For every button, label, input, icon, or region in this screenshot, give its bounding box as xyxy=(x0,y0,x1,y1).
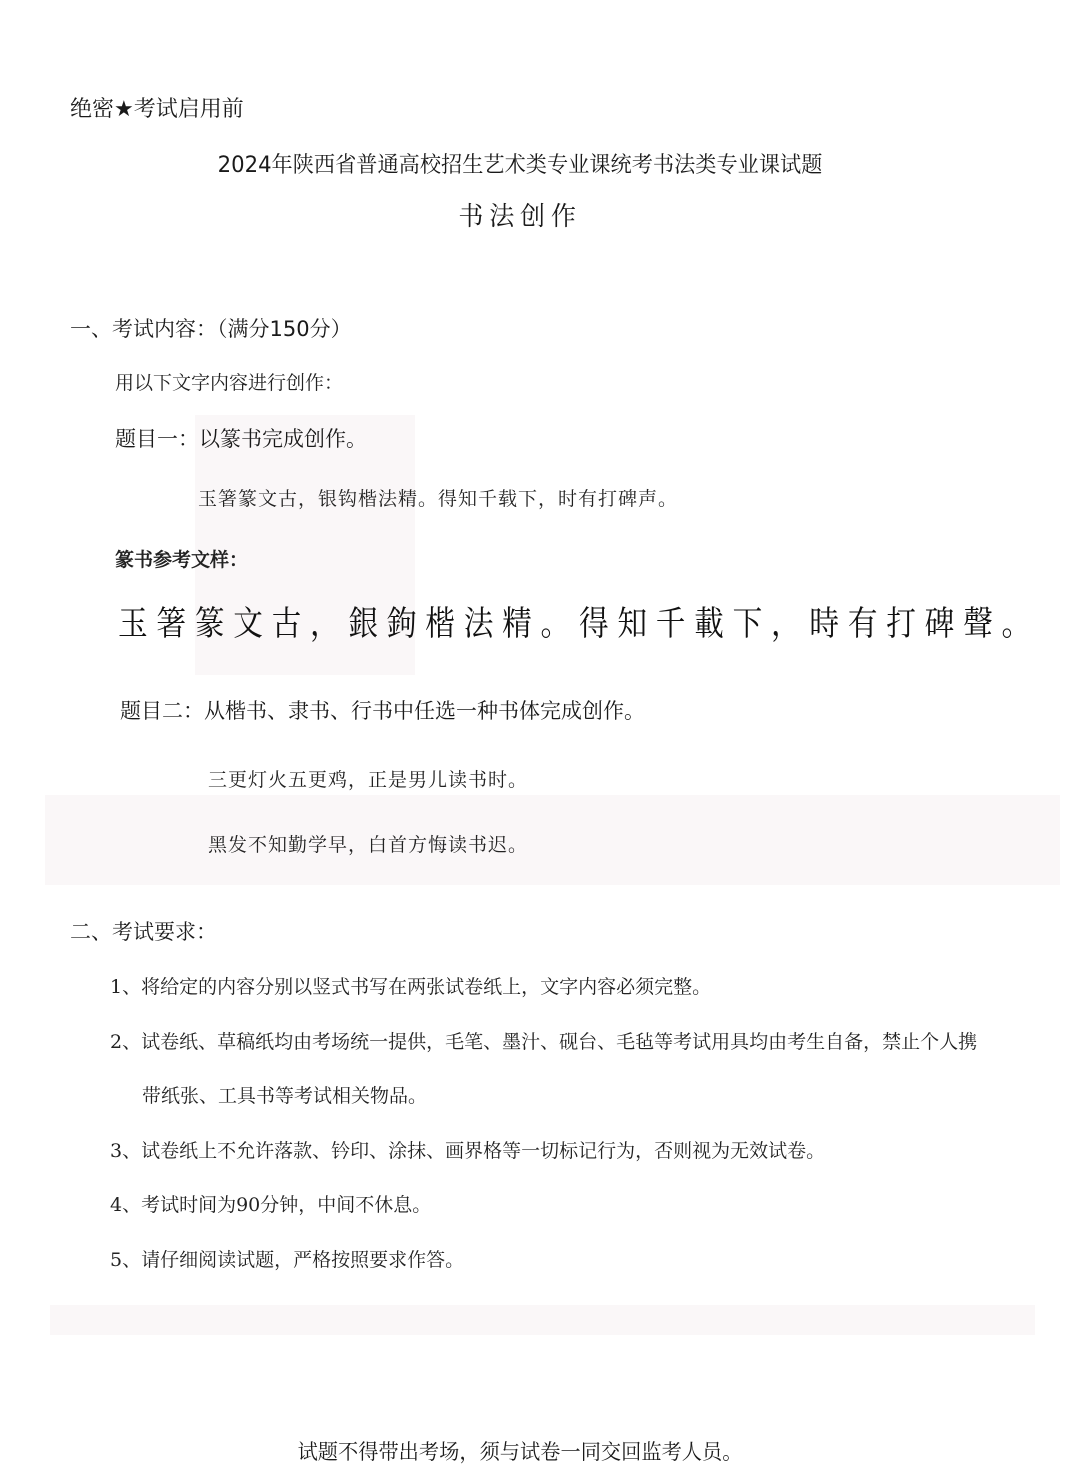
requirement-item-2: 2、试卷纸、草稿纸均由考场统一提供，毛笔、墨汁、砚台、毛毡等考试用具均由考生自备，禁止个人携 xyxy=(110,1031,978,1053)
section-2-heading: 二、考试要求： xyxy=(70,920,217,944)
seal-script-sample: 玉箸篆文古，銀鉤楷法精。得知千載下，時有打碑聲。 xyxy=(118,604,1040,644)
requirement-item-2-cont: 带纸张、工具书等考试相关物品。 xyxy=(142,1085,428,1107)
scan-shading xyxy=(50,1305,1035,1335)
exam-subtitle: 书法创作 xyxy=(458,202,582,232)
scan-shading xyxy=(45,795,1060,885)
requirement-item-5: 5、请仔细阅读试题，严格按照要求作答。 xyxy=(110,1249,465,1271)
topic-2-line-2: 黑发不知勤学早，白首方悔读书迟。 xyxy=(208,834,529,856)
confidential-mark: 绝密★考试启用前 xyxy=(70,97,244,122)
requirement-item-1: 1、将给定的内容分别以竖式书写在两张试卷纸上，文字内容必须完整。 xyxy=(110,976,712,998)
topic-2-label: 题目二：从楷书、隶书、行书中任选一种书体完成创作。 xyxy=(120,699,645,723)
section-1-intro: 用以下文字内容进行创作： xyxy=(115,372,344,394)
topic-1-label: 题目一：以篆书完成创作。 xyxy=(115,427,367,451)
requirement-item-3: 3、试卷纸上不允许落款、钤印、涂抹、画界格等一切标记行为，否则视为无效试卷。 xyxy=(110,1140,826,1162)
topic-2-line-1: 三更灯火五更鸡，正是男儿读书时。 xyxy=(208,769,529,791)
section-1-heading: 一、考试内容：（满分150分） xyxy=(70,317,352,341)
footer-notice: 试题不得带出考场，须与试卷一同交回监考人员。 xyxy=(297,1440,743,1464)
exam-title: 2024年陕西省普通高校招生艺术类专业课统考书法类专业课试题 xyxy=(217,153,823,178)
topic-1-text: 玉箸篆文古，银钩楷法精。得知千载下，时有打碑声。 xyxy=(198,488,679,510)
requirement-item-4: 4、考试时间为90分钟，中间不休息。 xyxy=(110,1194,432,1216)
seal-reference-label: 篆书参考文样： xyxy=(115,549,249,571)
